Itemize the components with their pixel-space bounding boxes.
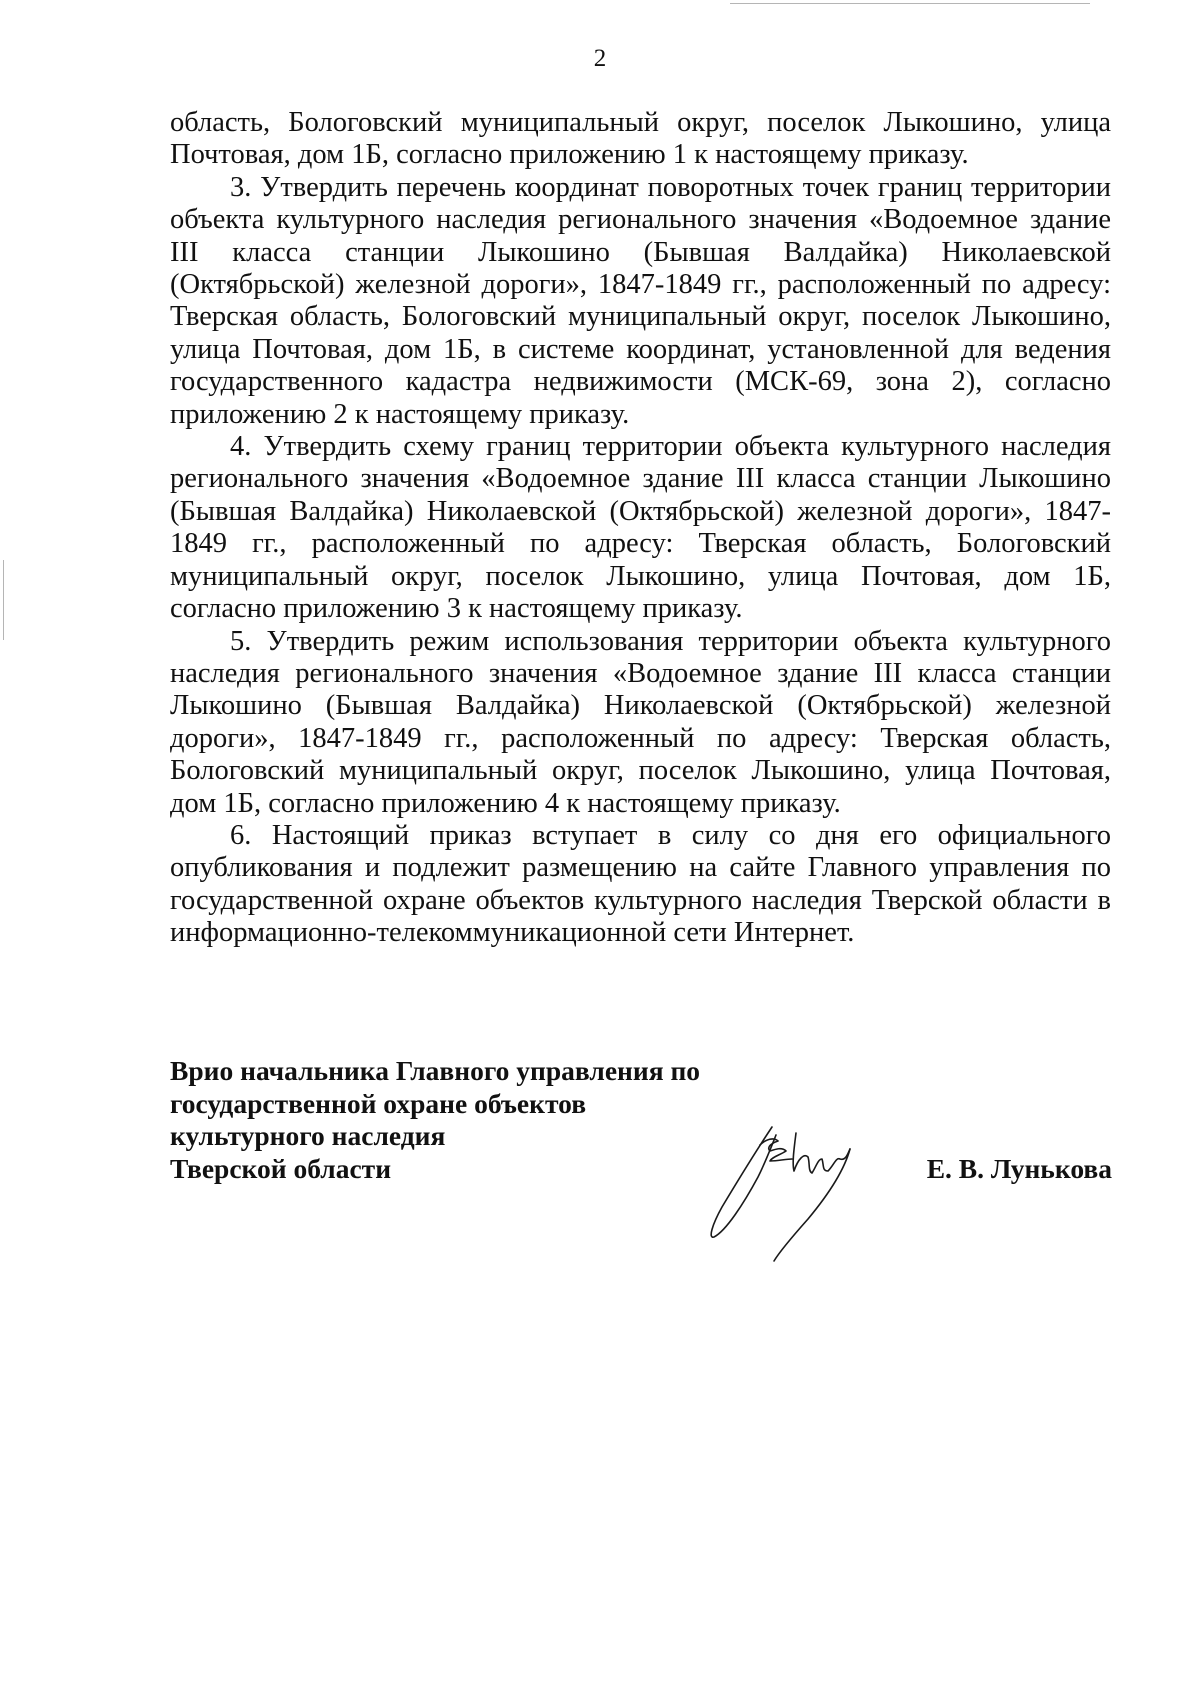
handwritten-signature <box>700 1115 880 1265</box>
signer-name: Е. В. Лунькова <box>926 1153 1112 1184</box>
signer-title-line: государственной охране объектов <box>170 1087 587 1119</box>
paragraph-item-4: 4. Утвердить схему границ территории объекта культурного наследия регионального значения «Водоемное здание III класса станции Лыкошино (Бывшая Валдайка) Николаевской (Октябрьской) железной дороги», 1847-1849 гг., расположенный по адресу: Тверская область, Бологовский муниципальный округ, поселок Лыкошино, улица Почтовая, дом 1Б, согласно приложению 3 к настоящему приказу. <box>170 431 1111 625</box>
paragraph-item-3: 3. Утвердить перечень координат поворотных точек границ территории объекта культурного наследия регионального значения «Водоемное здание III класса станции Лыкошино (Бывшая Валдайка) Николаевской (Октябрьской) железной дороги», 1847-1849 гг., расположенный по адресу: Тверская область, Бологовский муниципальный округ, поселок Лыкошино, улица Почтовая, дом 1Б, в системе координат, установленной для ведения государственного кадастра недвижимости (МСК-69, зона 2), согласно приложению 2 к настоящему приказу. <box>170 171 1111 430</box>
signer-title-block <box>170 1055 790 1185</box>
paragraph-continuation: область, Бологовский муниципальный округ, поселок Лыкошино, улица Почтовая, дом 1Б, согласно приложению 1 к настоящему приказу. <box>170 107 1111 171</box>
page-number: 2 <box>593 45 607 72</box>
order-body <box>170 107 1111 950</box>
signer-title-line: Тверской области <box>170 1152 392 1184</box>
paragraph-item-5: 5. Утвердить режим использования территории объекта культурного наследия регионального значения «Водоемное здание III класса станции Лыкошино (Бывшая Валдайка) Николаевской (Октябрьской) железной дороги», 1847-1849 гг., расположенный по адресу: Тверская область, Бологовский муниципальный округ, поселок Лыкошино, улица Почтовая, дом 1Б, согласно приложению 4 к настоящему приказу. <box>170 625 1111 819</box>
paragraph-item-6: 6. Настоящий приказ вступает в силу со дня его официального опубликования и подлежит размещению на сайте Главного управления по государственной охране объектов культурного наследия Тверской области в информационно-телекоммуникационной сети Интернет. <box>170 819 1111 949</box>
signer-title-line: культурного наследия <box>170 1120 446 1151</box>
scan-artifact-line <box>3 560 4 640</box>
signer-title-line: Врио начальника Главного управления по <box>170 1055 701 1086</box>
scan-artifact-line <box>730 3 1090 4</box>
